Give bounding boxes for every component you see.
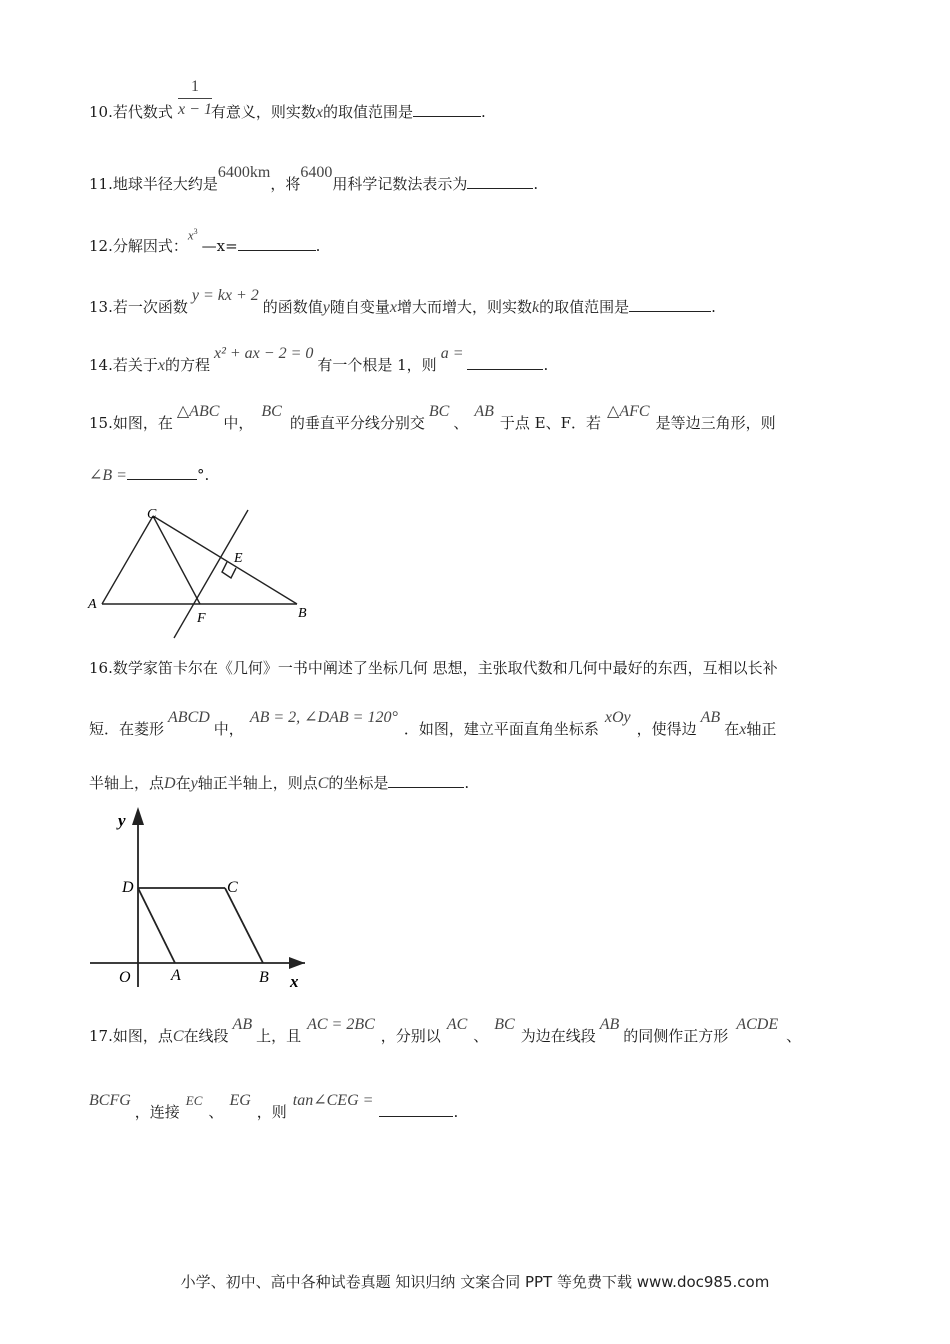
q16-l2-t2: 中， (213, 720, 244, 738)
segment-da (138, 888, 175, 963)
fig16-label-b: B (259, 969, 269, 986)
q10-var: x (315, 104, 323, 121)
q14-answer-blank[interactable] (467, 357, 543, 370)
q17-l2-t3: ，则 (256, 1103, 287, 1121)
question-13 (89, 287, 716, 316)
q10-mid: 有意义，则实数 (210, 103, 316, 121)
perpendicular-bisector (174, 510, 248, 638)
q16-l2-m4: AB (700, 709, 721, 726)
fig15-label-f: F (197, 611, 206, 626)
question-12 (89, 226, 321, 255)
fig15-label-a: A (88, 597, 97, 612)
q16-l2-m3: xOy (604, 709, 631, 726)
question-10 (89, 104, 486, 121)
fig15-label-c: C (147, 507, 157, 522)
q13-t2: 随自变量 (329, 298, 390, 316)
q14-var: x (157, 357, 165, 374)
q16-l2-v5: x (739, 721, 747, 738)
q17-l1-t8: 、 (786, 1027, 802, 1045)
q16-l3-v3: C (317, 775, 329, 792)
q15-math-3: BC (428, 403, 450, 420)
q11-end: . (533, 175, 539, 193)
q16-l3-t1: 半轴上，点 (89, 774, 165, 792)
page-footer: 小学、初中、高中各种试卷真题 知识归纳 文案合同 PPT 等免费下载 www.doc985.com (180, 1273, 770, 1291)
q16-l3-t2: 在 (175, 774, 191, 792)
q17-l2-m2: EC (185, 1093, 203, 1108)
q17-l1-m3: AC (446, 1016, 468, 1033)
q13-end: . (711, 298, 716, 316)
q14-end: . (543, 356, 549, 374)
q11-answer-blank[interactable] (467, 176, 533, 189)
q17-l2-t2: 、 (208, 1103, 224, 1121)
fig16-label-a: A (171, 967, 181, 984)
q17-l1-t7: 的同侧作正方形 (623, 1027, 729, 1045)
q10-end: . (481, 103, 486, 121)
fig15-label-e: E (234, 551, 243, 566)
q17-l1-v1: C (172, 1028, 184, 1045)
q15-math-5: △AFC (607, 403, 650, 420)
q14-mid: 的方程 (164, 356, 210, 374)
q10-answer-blank[interactable] (413, 104, 481, 117)
fig16-label-o: O (119, 969, 131, 986)
q17-l1-m4: BC (494, 1016, 515, 1033)
q16-end: . (464, 774, 470, 792)
q10-suffix: 的取值范围是 (322, 103, 413, 121)
question-17-line-1 (89, 1016, 802, 1045)
q14-equation: x² + ax − 2 = 0 (213, 345, 314, 362)
q15-answer-blank[interactable] (127, 467, 197, 480)
segment-cb (153, 516, 297, 604)
q11-mid: ，将 (270, 175, 301, 193)
q10-prefix: 10.若代数式 (89, 103, 173, 121)
q16-l2-t5: 在 (724, 720, 740, 738)
q13-prefix: 13.若一次函数 (89, 298, 188, 316)
q15-math-2: BC (261, 403, 282, 420)
q13-v3: k (532, 299, 540, 316)
q13-v1: y (322, 299, 330, 316)
q12-end: . (315, 237, 321, 255)
q11-math-2: 6400 (300, 164, 333, 181)
q17-l1-m5: AB (599, 1016, 620, 1033)
segment-cb (225, 888, 263, 963)
q13-v2: x (389, 299, 398, 316)
question-14 (89, 345, 549, 374)
figure-16 (85, 805, 325, 995)
q14-t2: 有一个根是 1，则 (317, 356, 437, 374)
q15-prefix: 15.如图，在 (89, 414, 173, 432)
q15-end: °. (196, 466, 210, 484)
q12-base: x (187, 227, 194, 242)
q16-l3-t3: 轴正半轴上，则点 (197, 774, 318, 792)
q15-t1: 中， (223, 414, 254, 432)
q16-l2-t3: ．如图，建立平面直角坐标系 (403, 720, 599, 738)
q15-t2: 的垂直平分线分别交 (289, 414, 425, 432)
segment-ac (102, 516, 153, 604)
q14-prefix: 14.若关于 (89, 356, 158, 374)
q16-answer-blank[interactable] (388, 775, 464, 788)
question-15-line-2 (89, 467, 209, 484)
q16-l2-m2: AB = 2, ∠DAB = 120° (249, 709, 398, 726)
q11-prefix: 11.地球半径大约是 (89, 175, 218, 193)
q13-t3: 增大而增大，则实数 (397, 298, 533, 316)
figure-15 (80, 500, 330, 645)
q11-math-1: 6400km (217, 164, 271, 181)
q16-l3-v1: D (164, 775, 176, 792)
fig15-label-b: B (298, 606, 307, 621)
q17-l1-t6: 为边在线段 (520, 1027, 596, 1045)
question-11 (89, 164, 539, 193)
q13-t1: 的函数值 (262, 298, 323, 316)
question-16-line-3 (89, 775, 469, 792)
q15-t4: 于点 E、F．若 (499, 414, 602, 432)
q16-l2-t1: 短．在菱形 (89, 720, 165, 738)
q17-l1-t2: 在线段 (183, 1027, 229, 1045)
q17-l2-t1: ，连接 (134, 1103, 180, 1121)
q10-numerator: 1 (178, 78, 212, 99)
q16-l2-t4: ，使得边 (636, 720, 697, 738)
fig16-label-y: y (118, 811, 126, 830)
q17-l2-m3: EG (229, 1092, 251, 1109)
q17-l2-m1: BCFG (89, 1092, 131, 1109)
q15-t3: 、 (453, 414, 469, 432)
q16-l2-t6: 轴正 (746, 720, 777, 738)
q14-math-2: a = (440, 345, 464, 362)
q17-l1-t3: 上，且 (256, 1027, 302, 1045)
question-16-line-1: 16.数学家笛卡尔在《几何》一书中阐述了坐标几何 思想，主张取代数和几何中最好的东西，互相以长补 (89, 659, 778, 677)
q17-l1-m2: AC = 2BC (307, 1016, 375, 1033)
y-axis-arrow (132, 807, 144, 825)
q16-l3-v2: y (190, 775, 198, 792)
q12-answer-blank[interactable] (238, 238, 316, 251)
q15-t5: 是等边三角形，则 (655, 414, 776, 432)
q17-l1-t4: ，分别以 (380, 1027, 441, 1045)
q13-suffix: 的取值范围是 (539, 298, 630, 316)
q17-answer-blank[interactable] (379, 1104, 453, 1117)
q10-denominator: x − 1 (178, 101, 212, 118)
fig16-label-c: C (227, 879, 238, 896)
q17-l1-t1: 17.如图，点 (89, 1027, 173, 1045)
fig16-label-d: D (122, 879, 134, 896)
q15-math-1: △ABC (176, 403, 220, 420)
segment-cf (153, 516, 200, 604)
q12-power (188, 228, 198, 241)
q17-l1-t5: 、 (473, 1027, 489, 1045)
q17-l1-m6: ACDE (736, 1016, 779, 1033)
q17-l1-m1: AB (232, 1016, 253, 1033)
q16-l3-t4: 的坐标是 (328, 774, 389, 792)
q15-math-4: AB (474, 403, 494, 420)
question-15 (89, 403, 776, 432)
q17-l2-m4: tan∠CEG = (292, 1092, 374, 1109)
fig16-label-x: x (290, 972, 299, 991)
q12-exp: 3 (193, 226, 198, 236)
question-16-line-2 (89, 709, 777, 738)
q11-suffix: 用科学记数法表示为 (332, 175, 468, 193)
q13-answer-blank[interactable] (629, 299, 711, 312)
q12-rest: —x= (201, 237, 238, 255)
q13-math-1: y = kx + 2 (191, 287, 259, 304)
q17-end: . (453, 1103, 459, 1121)
question-17-line-2 (89, 1092, 459, 1121)
q15-angle-b: ∠B = (89, 467, 127, 484)
q12-prefix: 12.分解因式： (89, 237, 188, 255)
q16-l2-m1: ABCD (168, 709, 210, 726)
x-axis-arrow (289, 957, 305, 969)
